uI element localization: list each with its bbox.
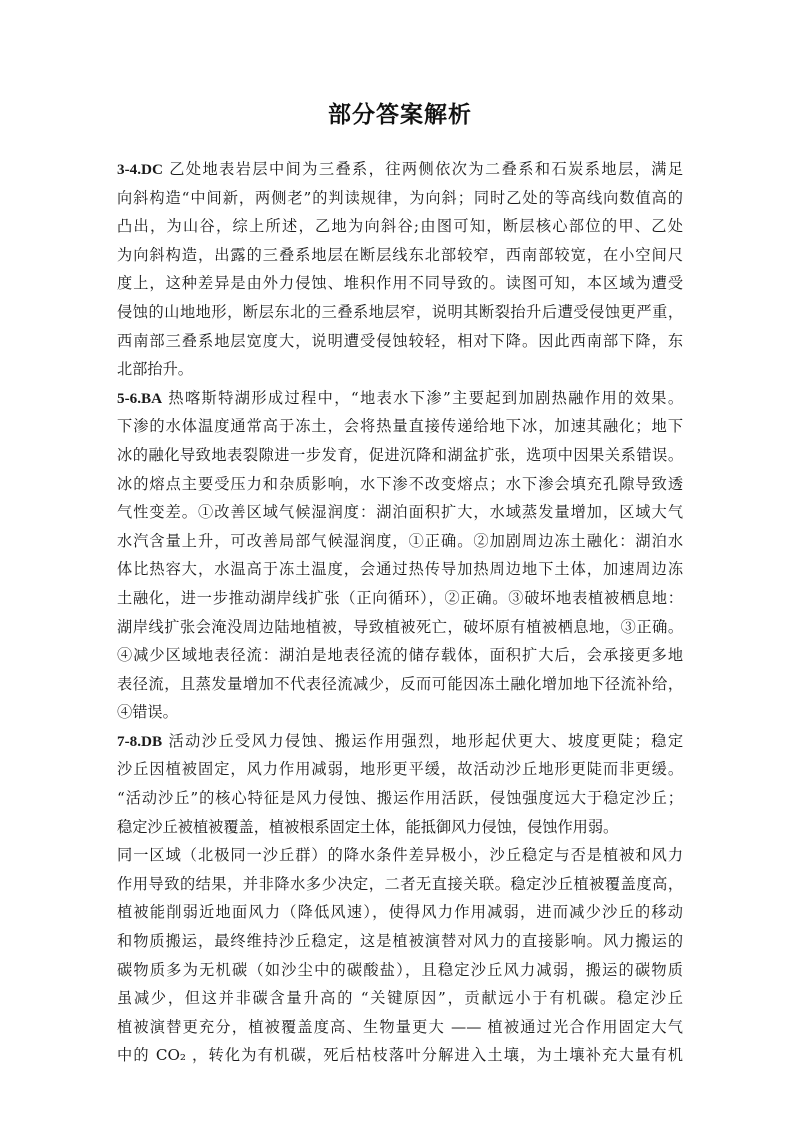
answer-paragraph bbox=[117, 841, 683, 1070]
text-line: 水汽含量上升，可改善局部气候湿润度，①正确。②加剧周边冻土融化：湖泊水 bbox=[117, 531, 683, 550]
text-line: 稳定沙丘被植被覆盖，植被根系固定土体，能抵御风力侵蚀，侵蚀作用弱。 bbox=[117, 817, 619, 836]
question-number: 7-8.DB bbox=[117, 732, 163, 750]
text-line: 为向斜构造，出露的三叠系地层在断层线东北部较窄，西南部较宽，在小空间尺 bbox=[117, 245, 683, 264]
answer-paragraph bbox=[117, 384, 683, 727]
text-line: 沙丘因植被固定，风力作用减弱，地形更平缓，故活动沙丘地形更陡而非更缓。 bbox=[117, 760, 683, 779]
text-line: 同一区域（北极同一沙丘群）的降水条件差异极小，沙丘稳定与否是植被和风力 bbox=[117, 846, 683, 865]
text-line: 土融化，进一步推动湖岸线扩张（正向循环），②正确。③破坏地表植被栖息地： bbox=[117, 588, 683, 607]
text-line: 作用导致的结果，并非降水多少决定，二者无直接关联。稳定沙丘植被覆盖度高， bbox=[117, 874, 683, 893]
text-line: 和物质搬运，最终维持沙丘稳定，这是植被演替对风力的直接影响。风力搬运的 bbox=[117, 932, 683, 951]
text-line: 凸出，为山谷，综上所述，乙地为向斜谷;由图可知，断层核心部位的甲、乙处 bbox=[117, 217, 683, 236]
text-line: 北部抬升。 bbox=[117, 360, 193, 379]
text-line: 植被能削弱近地面风力（降低风速），使得风力作用减弱，进而减少沙丘的移动 bbox=[117, 903, 683, 922]
text-line: 西南部三叠系地层宽度大，说明遭受侵蚀较轻，相对下降。因此西南部下降，东 bbox=[117, 331, 683, 350]
text-line: “活动沙丘”的核心特征是风力侵蚀、搬运作用活跃，侵蚀强度远大于稳定沙丘； bbox=[117, 789, 683, 808]
text-line: 下渗的水体温度通常高于冻土，会将热量直接传递给地下冰，加速其融化；地下 bbox=[117, 417, 683, 436]
answer-paragraph bbox=[117, 727, 683, 841]
text-line: ④错误。 bbox=[117, 703, 178, 722]
text-line: ④减少区域地表径流：湖泊是地表径流的储存载体，面积扩大后，会承接更多地 bbox=[117, 646, 683, 665]
question-number: 3-4.DC bbox=[117, 161, 163, 178]
answer-paragraph bbox=[117, 155, 683, 384]
text-line: 侵蚀的山地地形，断层东北的三叠系地层窄，说明其断裂抬升后遭受侵蚀更严重， bbox=[117, 302, 683, 321]
text-line: 虽减少，但这并非碳含量升高的 “关键原因”，贡献远小于有机碳。稳定沙丘 bbox=[117, 989, 683, 1008]
text-line: 植被演替更充分，植被覆盖度高、生物量更大 —— 植被通过光合作用固定大气 bbox=[117, 1017, 683, 1036]
question-number: 5-6.BA bbox=[117, 389, 163, 407]
text-line: 度上，这种差异是由外力侵蚀、堆积作用不同导致的。读图可知，本区域为遭受 bbox=[117, 274, 683, 293]
text-line: 5-6.BA 热喀斯特湖形成过程中，“地表水下渗”主要起到加剧热融作用的效果。 bbox=[117, 388, 684, 407]
text-line: 向斜构造“中间新，两侧老”的判读规律，为向斜；同时乙处的等高线向数值高的 bbox=[117, 188, 683, 207]
text-line: 湖岸线扩张会淹没周边陆地植被，导致植被死亡，破坏原有植被栖息地，③正确。 bbox=[117, 617, 683, 636]
page-title: 部分答案解析 bbox=[328, 102, 472, 128]
answer-content bbox=[117, 155, 683, 1070]
text-line: 冰的熔点主要受压力和杂质影响，水下渗不改变熔点；水下渗会填充孔隙导致透 bbox=[117, 474, 683, 493]
text-line: 体比热容大，水温高于冻土温度，会通过热传导加热周边地下土体，加速周边冻 bbox=[117, 560, 683, 579]
text-line: 碳物质多为无机碳（如沙尘中的碳酸盐），且稳定沙丘风力减弱，搬运的碳物质 bbox=[117, 960, 683, 979]
text-line: 气性变差。①改善区域气候湿润度：湖泊面积扩大，水域蒸发量增加，区域大气 bbox=[117, 503, 683, 522]
text-line: 7-8.DB 活动沙丘受风力侵蚀、搬运作用强烈，地形起伏更大、坡度更陡；稳定 bbox=[117, 731, 684, 750]
text-line: 3-4.DC 乙处地表岩层中间为三叠系，往两侧依次为二叠系和石炭系地层，满足 bbox=[117, 160, 684, 178]
text-line: 表径流，且蒸发量增加不代表径流减少，反而可能因冻土融化增加地下径流补给， bbox=[117, 674, 683, 693]
text-line: 中的 CO₂ ，转化为有机碳，死后枯枝落叶分解进入土壤，为土壤补充大量有机 bbox=[117, 1046, 683, 1065]
text-line: 冰的融化导致地表裂隙进一步发育，促进沉降和湖盆扩张，选项中因果关系错误。 bbox=[117, 445, 683, 464]
